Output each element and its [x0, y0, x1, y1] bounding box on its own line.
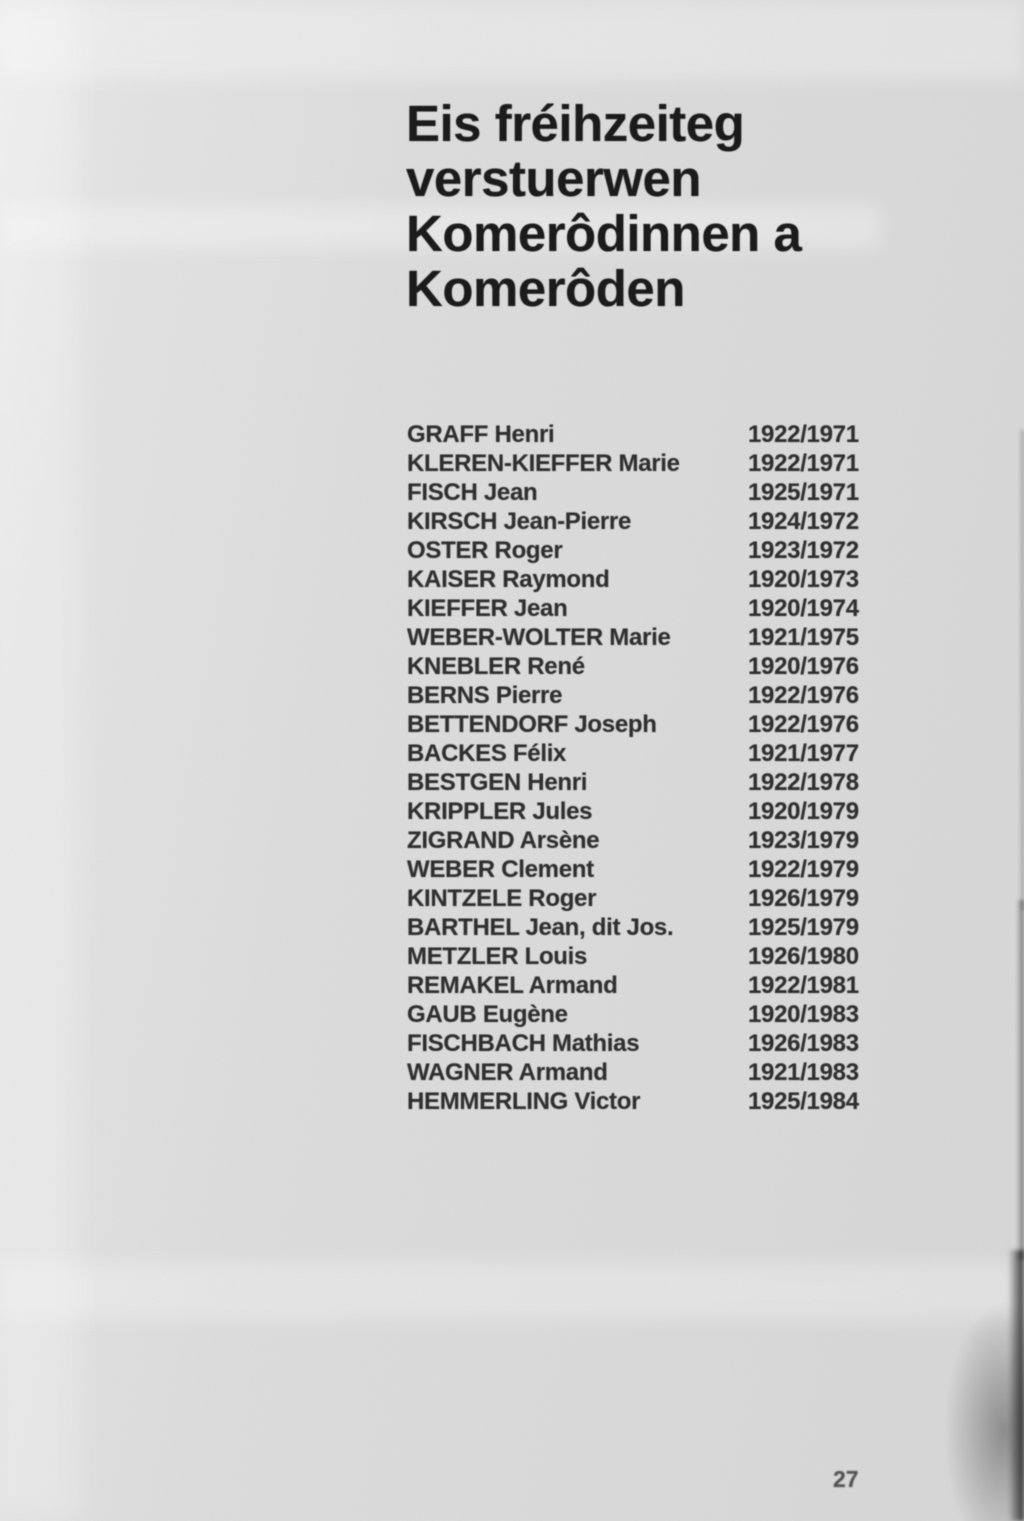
life-years: 1922/1979 [748, 856, 859, 883]
deceased-name: OSTER Roger [407, 537, 563, 564]
life-years: 1920/1983 [748, 1001, 859, 1028]
life-years: 1925/1971 [748, 479, 859, 506]
deceased-name: METZLER Louis [407, 943, 588, 970]
life-years: 1925/1979 [748, 914, 859, 941]
page-edge-shadow-lower [1008, 1250, 1024, 1521]
memorial-row [407, 652, 877, 681]
deceased-name: GAUB Eugène [407, 1001, 568, 1028]
scan-light-band-lower [0, 1262, 1024, 1320]
scan-light-band-top [0, 0, 1024, 80]
deceased-name: BESTGEN Henri [407, 769, 588, 796]
page-edge-shadow-upper [1019, 430, 1024, 910]
life-years: 1921/1977 [748, 740, 859, 767]
page-title [406, 96, 801, 316]
memorial-row [407, 797, 877, 826]
deceased-name: KAISER Raymond [407, 566, 610, 593]
life-years: 1924/1972 [748, 508, 859, 535]
memorial-row [407, 826, 877, 855]
deceased-name: KNEBLER René [407, 653, 585, 680]
life-years: 1921/1975 [748, 624, 859, 651]
deceased-name: KINTZELE Roger [407, 885, 597, 912]
memorial-row [407, 507, 877, 536]
memorial-row [407, 739, 877, 768]
memorial-row [407, 420, 877, 449]
deceased-name: WEBER Clement [407, 856, 594, 883]
deceased-name: BETTENDORF Joseph [407, 711, 657, 738]
page-title-line-2: verstuerwen [406, 150, 701, 207]
memorial-row [407, 565, 877, 594]
life-years: 1922/1976 [748, 711, 859, 738]
deceased-name: BERNS Pierre [407, 682, 563, 709]
deceased-name: WAGNER Armand [407, 1059, 608, 1086]
deceased-name: HEMMERLING Victor [407, 1088, 641, 1115]
page-title-line-4: Komerôden [406, 260, 685, 317]
memorial-row [407, 536, 877, 565]
life-years: 1920/1973 [748, 566, 859, 593]
deceased-name: FISCH Jean [407, 479, 538, 506]
deceased-name: GRAFF Henri [407, 421, 555, 448]
deceased-name: BACKES Félix [407, 740, 567, 767]
memorial-row [407, 681, 877, 710]
deceased-name: KLEREN-KIEFFER Marie [407, 450, 680, 477]
page-title-line-1: Eis fréihzeiteg [406, 95, 745, 152]
memorial-row [407, 855, 877, 884]
memorial-row [407, 1058, 877, 1087]
bottom-right-corner-shade [944, 1301, 1024, 1521]
life-years: 1922/1978 [748, 769, 859, 796]
memorial-row [407, 449, 877, 478]
scan-light-band-left [0, 0, 80, 1521]
deceased-name: WEBER-WOLTER Marie [407, 624, 671, 651]
deceased-name: REMAKEL Armand [407, 972, 618, 999]
life-years: 1922/1971 [748, 421, 859, 448]
memorial-row [407, 623, 877, 652]
page-title-line-3: Komerôdinnen a [406, 205, 802, 262]
memorial-row [407, 710, 877, 739]
page-edge-shadow-middle [1016, 900, 1024, 1260]
life-years: 1926/1980 [748, 943, 859, 970]
memorial-list [407, 420, 877, 1116]
life-years: 1922/1971 [748, 450, 859, 477]
page-number: 27 [833, 1466, 859, 1492]
memorial-row [407, 768, 877, 797]
memorial-row [407, 594, 877, 623]
memorial-row [407, 942, 877, 971]
life-years: 1925/1984 [748, 1088, 859, 1115]
memorial-row [407, 1087, 877, 1116]
life-years: 1920/1974 [748, 595, 859, 622]
life-years: 1926/1979 [748, 885, 859, 912]
life-years: 1922/1976 [748, 682, 859, 709]
life-years: 1923/1972 [748, 537, 859, 564]
memorial-row [407, 971, 877, 1000]
life-years: 1922/1981 [748, 972, 859, 999]
deceased-name: FISCHBACH Mathias [407, 1030, 640, 1057]
deceased-name: KIRSCH Jean-Pierre [407, 508, 632, 535]
life-years: 1920/1976 [748, 653, 859, 680]
deceased-name: BARTHEL Jean, dit Jos. [407, 914, 674, 941]
memorial-row [407, 884, 877, 913]
life-years: 1920/1979 [748, 798, 859, 825]
deceased-name: KRIPPLER Jules [407, 798, 593, 825]
memorial-row [407, 913, 877, 942]
life-years: 1921/1983 [748, 1059, 859, 1086]
deceased-name: ZIGRAND Arsène [407, 827, 600, 854]
memorial-row [407, 478, 877, 507]
memorial-row [407, 1000, 877, 1029]
life-years: 1923/1979 [748, 827, 859, 854]
deceased-name: KIEFFER Jean [407, 595, 568, 622]
life-years: 1926/1983 [748, 1030, 859, 1057]
memorial-row [407, 1029, 877, 1058]
